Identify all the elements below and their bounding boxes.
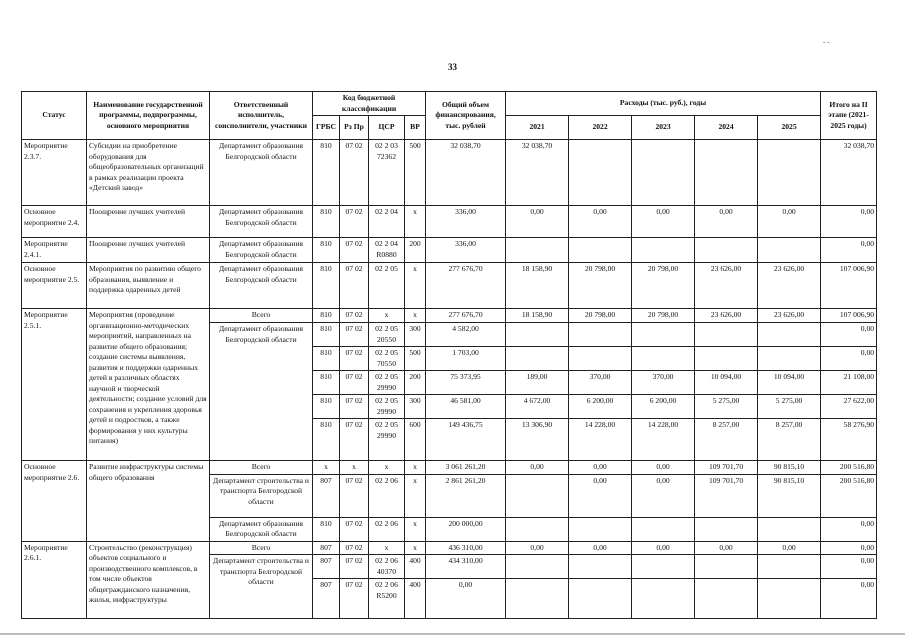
header-year-2021: 2021: [506, 116, 569, 140]
row-y2023: [632, 238, 695, 263]
row-vr: х: [405, 474, 426, 517]
row-executor: Департамент образования Белгородской области: [210, 206, 313, 238]
row-y2022: 370,00: [569, 371, 632, 395]
header-name: Наименование государственной программы, подпрограммы, основного мероприятия: [87, 92, 210, 140]
row-y2023: 0,00: [632, 206, 695, 238]
row-y2021: 4 672,00: [506, 395, 569, 419]
row-csr: 02 2 05 29990: [369, 419, 405, 461]
row-vr: 300: [405, 323, 426, 347]
row-status: Мероприятие 2.6.1.: [22, 541, 87, 619]
row-name: Субсидии на приобретение оборудования для общеобразовательных организаций в рамках реализации проекта «Детский завод»: [87, 140, 210, 206]
row-y2023: 370,00: [632, 371, 695, 395]
row-total: 75 373,95: [426, 371, 506, 395]
row-csr: 02 2 05 29990: [369, 371, 405, 395]
row-csr: 02 2 06: [369, 474, 405, 517]
row-grbs: 807: [313, 555, 340, 579]
row-y2021: [506, 579, 569, 619]
row-rz: 07 02: [340, 517, 369, 541]
row-stage-total: 21 108,00: [821, 371, 877, 395]
row-stage-total: 0,00: [821, 206, 877, 238]
row-y2023: [632, 579, 695, 619]
row-y2025: 90 815,10: [758, 461, 821, 475]
row-csr: 02 2 03 72362: [369, 140, 405, 206]
row-name: Строительство (реконструкция) объектов социального и производственного комплексов, в том числе объектов общегражданского назначения, жилья, инфраструктуры: [87, 541, 210, 619]
row-total: 46 581,00: [426, 395, 506, 419]
page-number: 33: [448, 62, 457, 72]
row-vr: 600: [405, 419, 426, 461]
row-name: Поощрение лучших учителей: [87, 206, 210, 238]
row-y2022: [569, 323, 632, 347]
row-vr: 400: [405, 579, 426, 619]
row-stage-total: 27 622,00: [821, 395, 877, 419]
row-y2021: 0,00: [506, 541, 569, 555]
row-y2023: [632, 347, 695, 371]
row-grbs: 810: [313, 517, 340, 541]
row-y2024: 10 094,00: [695, 371, 758, 395]
header-row: [22, 92, 877, 116]
header-year-2024: 2024: [695, 116, 758, 140]
row-rz: 07 02: [340, 474, 369, 517]
header-grbs: ГРБС: [313, 116, 340, 140]
row-y2022: 0,00: [569, 206, 632, 238]
row-name: Мероприятия по развитию общего образования, выявление и поддержка одаренных детей: [87, 263, 210, 309]
row-y2024: 109 701,70: [695, 474, 758, 517]
row-y2021: [506, 323, 569, 347]
table-row: [22, 541, 877, 555]
row-y2024: 23 626,00: [695, 309, 758, 323]
row-rz: 07 02: [340, 395, 369, 419]
row-csr: 02 2 06: [369, 517, 405, 541]
row-grbs: 810: [313, 347, 340, 371]
row-vr: 500: [405, 140, 426, 206]
row-y2022: 6 200,00: [569, 395, 632, 419]
row-y2023: 6 200,00: [632, 395, 695, 419]
row-total: 4 582,00: [426, 323, 506, 347]
row-grbs: 807: [313, 474, 340, 517]
row-y2024: 0,00: [695, 206, 758, 238]
row-csr: 02 2 05 20550: [369, 323, 405, 347]
row-stage-total: 0,00: [821, 517, 877, 541]
corner-mark: - -: [823, 38, 830, 46]
row-total: 3 061 261,20: [426, 461, 506, 475]
row-total: 336,00: [426, 238, 506, 263]
row-y2023: 20 798,00: [632, 309, 695, 323]
row-name: Развитие инфраструктуры системы общего образования: [87, 461, 210, 542]
row-y2024: [695, 323, 758, 347]
row-rz: 07 02: [340, 140, 369, 206]
row-y2021: 18 158,90: [506, 263, 569, 309]
table-row: [22, 206, 877, 238]
row-y2023: 14 228,00: [632, 419, 695, 461]
header-year-2022: 2022: [569, 116, 632, 140]
row-y2022: 20 798,00: [569, 263, 632, 309]
row-name: Мероприятия (проведение организационно-методических мероприятий, направленных на развитие общего образования; создание системы выявления, развития и поддержки одаренных детей в различных областях научной и творческой деятельности; создание условий для сохранения и укрепления здоровья детей и подростков, а также формирования у них культуры питания): [87, 309, 210, 461]
row-vr: х: [405, 206, 426, 238]
row-y2023: 0,00: [632, 474, 695, 517]
row-grbs: 810: [313, 323, 340, 347]
row-executor: Департамент строительства и транспорта Белгородской области: [210, 474, 313, 517]
row-executor: Департамент строительства и транспорта Белгородской области: [210, 555, 313, 619]
row-csr: 02 2 05 70550: [369, 347, 405, 371]
row-y2024: 23 626,00: [695, 263, 758, 309]
row-y2025: [758, 238, 821, 263]
row-executor: Всего: [210, 309, 313, 323]
row-rz: 07 02: [340, 579, 369, 619]
scan-edge-divider: [0, 633, 905, 635]
row-stage-total: 0,00: [821, 238, 877, 263]
row-y2023: [632, 555, 695, 579]
row-stage-total: 107 006,90: [821, 263, 877, 309]
row-grbs: 810: [313, 238, 340, 263]
header-budget-code: Код бюджетной классификации: [313, 92, 426, 116]
row-y2024: 109 701,70: [695, 461, 758, 475]
row-grbs: 807: [313, 541, 340, 555]
row-rz: 07 02: [340, 309, 369, 323]
budget-table: [21, 91, 877, 619]
row-status: Мероприятие 2.5.1.: [22, 309, 87, 461]
row-stage-total: 0,00: [821, 323, 877, 347]
row-executor: Департамент образования Белгородской области: [210, 238, 313, 263]
header-year-2023: 2023: [632, 116, 695, 140]
row-y2024: 5 275,00: [695, 395, 758, 419]
row-y2021: 32 038,70: [506, 140, 569, 206]
row-y2024: [695, 347, 758, 371]
row-total: 32 038,70: [426, 140, 506, 206]
row-vr: 300: [405, 395, 426, 419]
row-executor: Всего: [210, 541, 313, 555]
row-csr: 02 2 04: [369, 206, 405, 238]
row-y2025: 23 626,00: [758, 263, 821, 309]
row-y2021: [506, 347, 569, 371]
row-grbs: 810: [313, 206, 340, 238]
row-y2021: [506, 238, 569, 263]
row-y2023: [632, 323, 695, 347]
header-executor: Ответственный исполнитель, соисполнители, участники: [210, 92, 313, 140]
row-stage-total: 0,00: [821, 579, 877, 619]
row-y2025: [758, 323, 821, 347]
row-y2022: 0,00: [569, 541, 632, 555]
row-y2024: [695, 517, 758, 541]
header-rz-pr: Рз Пр: [340, 116, 369, 140]
row-vr: х: [405, 517, 426, 541]
row-y2021: 189,00: [506, 371, 569, 395]
row-stage-total: 200 516,80: [821, 474, 877, 517]
table-row: [22, 238, 877, 263]
row-total: 2 861 261,20: [426, 474, 506, 517]
row-rz: х: [340, 461, 369, 475]
row-csr: 02 2 06 R5200: [369, 579, 405, 619]
row-y2022: [569, 347, 632, 371]
row-y2021: 13 306,90: [506, 419, 569, 461]
row-stage-total: 200 516,80: [821, 461, 877, 475]
row-grbs: 810: [313, 419, 340, 461]
row-y2025: [758, 140, 821, 206]
row-y2023: 20 798,00: [632, 263, 695, 309]
row-status: Мероприятие 2.4.1.: [22, 238, 87, 263]
row-grbs: 807: [313, 579, 340, 619]
row-y2021: [506, 555, 569, 579]
row-y2025: [758, 579, 821, 619]
row-y2024: [695, 140, 758, 206]
row-csr: х: [369, 461, 405, 475]
row-total: 434 310,00: [426, 555, 506, 579]
row-rz: 07 02: [340, 238, 369, 263]
row-rz: 07 02: [340, 206, 369, 238]
table-row: [22, 309, 877, 323]
row-csr: х: [369, 541, 405, 555]
row-y2022: 20 798,00: [569, 309, 632, 323]
row-y2023: [632, 140, 695, 206]
row-total: 149 436,75: [426, 419, 506, 461]
row-y2024: [695, 238, 758, 263]
row-y2023: [632, 517, 695, 541]
row-stage-total: 107 006,90: [821, 309, 877, 323]
row-y2022: [569, 579, 632, 619]
row-y2022: 14 228,00: [569, 419, 632, 461]
row-stage-total: 0,00: [821, 347, 877, 371]
row-vr: х: [405, 263, 426, 309]
row-total: 0,00: [426, 579, 506, 619]
row-y2022: 0,00: [569, 461, 632, 475]
row-y2023: 0,00: [632, 461, 695, 475]
row-rz: 07 02: [340, 263, 369, 309]
row-rz: 07 02: [340, 371, 369, 395]
row-y2024: 8 257,00: [695, 419, 758, 461]
row-grbs: 810: [313, 371, 340, 395]
header-total-funding: Общий объем финансирования, тыс. рублей: [426, 92, 506, 140]
header-stage-total: Итого на II этапе (2021-2025 годы): [821, 92, 877, 140]
row-y2025: [758, 555, 821, 579]
row-executor: Всего: [210, 461, 313, 475]
table-row: [22, 263, 877, 309]
row-y2022: 0,00: [569, 474, 632, 517]
row-y2025: 8 257,00: [758, 419, 821, 461]
row-grbs: 810: [313, 263, 340, 309]
row-y2024: [695, 579, 758, 619]
row-status: Основное мероприятие 2.5.: [22, 263, 87, 309]
row-status: Мероприятие 2.3.7.: [22, 140, 87, 206]
row-y2022: [569, 140, 632, 206]
row-y2025: [758, 347, 821, 371]
row-y2024: [695, 555, 758, 579]
row-y2024: 0,00: [695, 541, 758, 555]
row-y2022: [569, 517, 632, 541]
row-total: 436 310,00: [426, 541, 506, 555]
row-executor: Департамент образования Белгородской области: [210, 323, 313, 461]
row-y2021: 0,00: [506, 206, 569, 238]
row-y2025: 10 094,00: [758, 371, 821, 395]
row-y2022: [569, 238, 632, 263]
row-y2025: 5 275,00: [758, 395, 821, 419]
row-grbs: 810: [313, 395, 340, 419]
row-vr: х: [405, 309, 426, 323]
row-rz: 07 02: [340, 323, 369, 347]
row-status: Основное мероприятие 2.6.: [22, 461, 87, 542]
row-vr: 200: [405, 238, 426, 263]
header-year-2025: 2025: [758, 116, 821, 140]
row-vr: 400: [405, 555, 426, 579]
row-executor: Департамент образования Белгородской области: [210, 263, 313, 309]
row-vr: 200: [405, 371, 426, 395]
row-grbs: 810: [313, 140, 340, 206]
row-grbs: 810: [313, 309, 340, 323]
row-executor: Департамент образования Белгородской области: [210, 140, 313, 206]
row-rz: 07 02: [340, 347, 369, 371]
row-total: 277 676,70: [426, 309, 506, 323]
header-vr: ВР: [405, 116, 426, 140]
header-expenses: Расходы (тыс. руб.), годы: [506, 92, 821, 116]
row-y2021: [506, 517, 569, 541]
row-csr: 02 2 05: [369, 263, 405, 309]
row-vr: х: [405, 461, 426, 475]
table-row: [22, 140, 877, 206]
row-y2023: 0,00: [632, 541, 695, 555]
row-y2025: 0,00: [758, 206, 821, 238]
row-stage-total: 32 038,70: [821, 140, 877, 206]
row-total: 336,00: [426, 206, 506, 238]
row-total: 1 703,00: [426, 347, 506, 371]
row-y2025: 23 626,00: [758, 309, 821, 323]
row-y2025: 90 815,10: [758, 474, 821, 517]
row-y2021: [506, 474, 569, 517]
row-csr: х: [369, 309, 405, 323]
table-row: [22, 461, 877, 475]
row-rz: 07 02: [340, 419, 369, 461]
row-grbs: х: [313, 461, 340, 475]
header-csr: ЦСР: [369, 116, 405, 140]
row-total: 200 000,00: [426, 517, 506, 541]
row-stage-total: 58 276,90: [821, 419, 877, 461]
row-stage-total: 0,00: [821, 541, 877, 555]
row-csr: 02 2 06 40370: [369, 555, 405, 579]
row-csr: 02 2 05 29990: [369, 395, 405, 419]
row-vr: х: [405, 541, 426, 555]
row-executor: Департамент образования Белгородской области: [210, 517, 313, 541]
row-rz: 07 02: [340, 555, 369, 579]
row-y2021: 18 158,90: [506, 309, 569, 323]
header-status: Статус: [22, 92, 87, 140]
row-total: 277 676,70: [426, 263, 506, 309]
row-y2025: [758, 517, 821, 541]
row-y2022: [569, 555, 632, 579]
row-y2021: 0,00: [506, 461, 569, 475]
row-csr: 02 2 04 R0880: [369, 238, 405, 263]
row-y2025: 0,00: [758, 541, 821, 555]
row-vr: 500: [405, 347, 426, 371]
row-status: Основное мероприятие 2.4.: [22, 206, 87, 238]
row-rz: 07 02: [340, 541, 369, 555]
row-name: Поощрение лучших учителей: [87, 238, 210, 263]
row-stage-total: 0,00: [821, 555, 877, 579]
